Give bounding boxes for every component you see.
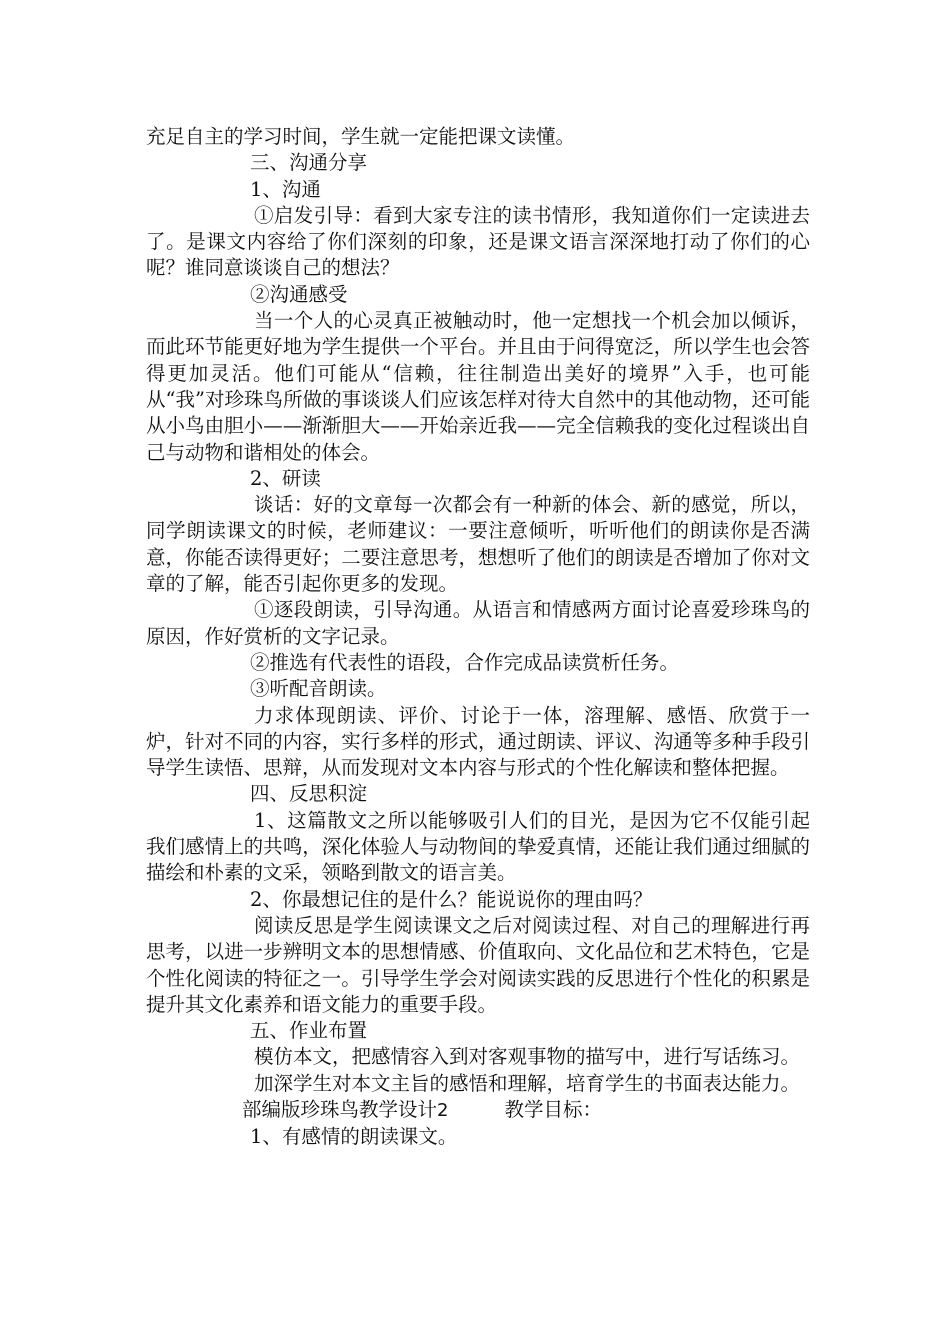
subheading-study-reading: 2、研读 bbox=[250, 466, 321, 490]
heading-reflection: 四、反思积淀 bbox=[250, 782, 368, 806]
paragraph-1: 充足自主的学习时间，学生就一定能把课文读懂。 bbox=[146, 125, 576, 148]
paragraph-integration: 力求体现朗读、评价、讨论于一体，溶理解、感悟、欣赏于一炉，针对不同的内容，实行多样的形式，通过朗读、评议、沟通等多种手段引导学生读悟、思辩，从而发现对文本内容与形式的个性化解读和整体把握。 bbox=[146, 703, 810, 780]
paragraph-listen-reading: ③听配音朗读。 bbox=[250, 677, 387, 701]
subheading-communication: 1、沟通 bbox=[250, 177, 321, 201]
paragraph-remember-question: 2、你最想记住的是什么？能说说你的理由吗？ bbox=[250, 887, 653, 911]
paragraph-guidance: ①启发引导：看到大家专注的读书情形，我知道你们一定读进去了。是课文内容给了你们深刻的印象，还是课文语言深深地打动了你们的心呢？谁同意谈谈自己的想法？ bbox=[146, 203, 810, 280]
paragraph-homework-goal: 加深学生对本文主旨的感悟和理解，培育学生的书面表达能力。 bbox=[254, 1071, 801, 1095]
paragraph-essay-appeal: 1、这篇散文之所以能够吸引人们的目光，是因为它不仅能引起我们感情上的共鸣，深化体验人与动物间的挚爱真情，还能让我们通过细腻的描绘和朴素的文采，领略到散文的语言美。 bbox=[146, 808, 810, 885]
paragraph-select-passages: ②推选有代表性的语段，合作完成品读赏析任务。 bbox=[250, 650, 680, 674]
paragraph-reading-reflection: 阅读反思是学生阅读课文之后对阅读过程、对自己的理解进行再思考，以进一步辨明文本的思想情感、价值取向、文化品位和艺术特色，它是个性化阅读的特征之一。引导学生学会对阅读实践的反思进行个性化的积累是提升其文化素养和语文能力的重要手段。 bbox=[146, 913, 810, 1016]
goal-item-1: 1、有感情的朗读课文。 bbox=[250, 1125, 458, 1149]
paragraph-feelings: 当一个人的心灵真正被触动时，他一定想找一个机会加以倾诉，而此环节能更好地为学生提供一个平台。并且由于问得宽泛，所以学生也会答得更加灵活。他们可能从“信赖，往往制造出美好的境界”入手，也可能从“我”对珍珠鸟所做的事谈谈人们应该怎样对待大自然中的其他动物，还可能从小鸟由胆小——渐渐胆大——开始亲近我——完全信赖我的变化过程谈出自己与动物和谐相处的体会。 bbox=[146, 309, 810, 464]
paragraph-homework-task: 模仿本文，把感情容入到对客观事物的描写中，进行写话练习。 bbox=[254, 1045, 801, 1069]
heading-communication-share: 三、沟通分享 bbox=[250, 151, 368, 175]
goals-label: 教学目标： bbox=[504, 1097, 602, 1121]
section-number: 2 bbox=[437, 1099, 449, 1121]
paragraph-read-by-section: ①逐段朗读，引导沟通。从语言和情感两方面讨论喜爱珍珠鸟的原因，作好赏析的文字记录。 bbox=[146, 598, 810, 648]
heading-homework: 五、作业布置 bbox=[250, 1019, 368, 1043]
section-title: 部编版珍珠鸟教学设计 bbox=[242, 1097, 438, 1121]
paragraph-talk: 谈话：好的文章每一次都会有一种新的体会、新的感觉，所以，同学朗读课文的时候，老师建议：一要注意倾听，听听他们的朗读你是否满意，你能否读得更好；二要注意思考，想想听了他们的朗读是否增加了你对文章的了解，能否引起你更多的发现。 bbox=[146, 493, 810, 596]
section-title-row bbox=[146, 1097, 810, 1124]
subheading-feelings: ②沟通感受 bbox=[250, 282, 348, 306]
document-body bbox=[146, 124, 810, 1151]
